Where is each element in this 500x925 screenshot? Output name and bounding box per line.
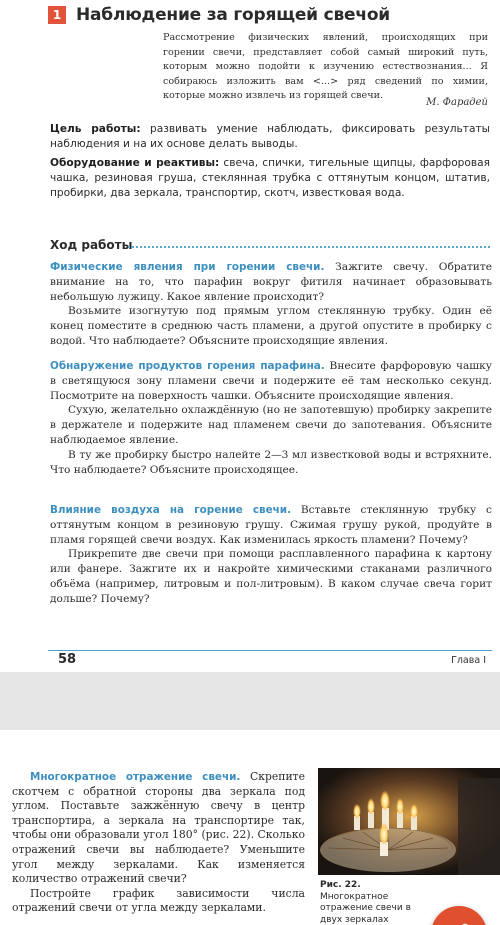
step-combustion-products [50, 359, 492, 477]
chapter-label: Глава I [451, 655, 486, 666]
footer-rule [48, 650, 492, 651]
share-icon [446, 921, 472, 925]
equipment-text: свеча, спички, тигельные щипцы, фарфоровая чашка, резиновая груша, стеклянная трубка с оттянутым концом, штатив, пробирки, два зеркала, транспортир, скотч, известковая вода. [50, 157, 490, 199]
step-multiple-reflection [12, 770, 305, 916]
figure-caption-label: Рис. 22. [320, 880, 361, 890]
section-dotted-rule [128, 246, 490, 248]
step4-title: Многократное отражение свечи. [30, 771, 241, 783]
step2-title: Обнаружение продуктов горения парафина. [50, 360, 325, 372]
step2-paragraph3: В ту же пробирку быстро налейте 2—3 мл известковой воды и встряхните. Что наблюдаете? Объясните происходящее. [50, 448, 492, 476]
section-title: Ход работы [50, 238, 133, 252]
step3-title: Влияние воздуха на горение свечи. [50, 504, 292, 516]
step1-title: Физические явления при горении свечи. [50, 261, 325, 273]
epigraph-author: М. Фарадей [426, 97, 488, 108]
step2-text: Внесите фарфоровую чашку в светящуюся зону пламени свечи и подержите её там несколько секунд. Посмотрите на поверхность чашки. Объясните происходящие явления. [50, 360, 492, 402]
share-button[interactable] [431, 906, 487, 925]
equipment-label: Оборудование и реактивы: [50, 157, 220, 169]
figure-caption-text: Многократное отражение свечи в двух зеркалах [320, 891, 411, 925]
lab-title-row [48, 4, 390, 26]
lab-number-badge: 1 [48, 6, 66, 24]
equipment-paragraph [50, 156, 490, 200]
step3-text: Вставьте стеклянную трубку с оттянутым концом в резиновую грушу. Сжимая грушу рукой, продуйте в пламя горящей свечи воздух. Как изменилась яркость пламени? Почему? [50, 504, 492, 546]
step4-text: Скрепите скотчем с обратной стороны два зеркала под углом. Поставьте зажжённую свечу в центр транспортира, а зеркала на транспортире так, чтобы они образовали угол 180° (рис. 22). Сколько отражений свечи вы наблюдаете? Уменьшите угол между зеркалами. Как изменяется количество отражений свечи? [12, 770, 306, 886]
candle-mirrors-photo [318, 768, 500, 875]
step-air-influence [50, 503, 492, 607]
figure-caption [320, 880, 430, 925]
goal-label: Цель работы: [50, 123, 141, 135]
textbook-page-59 [0, 730, 500, 925]
step1-text: Зажгите свечу. Обратите внимание на то, что парафин вокруг фитиля начинает образовывать небольшую лужицу. Какое явление происходит? [50, 261, 492, 303]
page-gap [0, 672, 500, 730]
step4-paragraph2: Постройте график зависимости числа отражений свечи от угла между зеркалами. [12, 886, 305, 915]
goal-paragraph [50, 122, 490, 152]
lab-title: Наблюдение за горящей свечой [76, 5, 391, 25]
step-physical-phenomena [50, 260, 492, 349]
step2-paragraph2: Сухую, желательно охлаждённую (но не запотевшую) пробирку закрепите в держателе и подержите над пламенем свечи до запотевания. Объясните наблюдаемое явление. [50, 404, 492, 446]
step1-paragraph2: Возьмите изогнутую под прямым углом стеклянную трубку. Один её конец поместите в среднюю часть пламени, а другой опустите в пробирку с водой. Что наблюдаете? Объясните происходящие явления. [50, 305, 492, 347]
epigraph: Рассмотрение физических явлений, происходящих при горении свечи, представляет собой самый широкий путь, которым можно подойти к изучению естествознания... Я собираюсь изложить вам <...> ряд сведений по химии, которые можно извлечь из горящей свечи. [163, 32, 488, 102]
goal-text: развивать умение наблюдать, фиксировать результаты наблюдения и на их основе делать выводы. [50, 123, 490, 150]
page-number: 58 [58, 652, 77, 667]
step3-paragraph2: Прикрепите две свечи при помощи расплавленного парафина к картону или фанере. Зажгите их и накройте химическими стаканами различного объёма (например, литровым и пол-литровым). В каком случае свеча горит дольше? Почему? [50, 548, 492, 605]
